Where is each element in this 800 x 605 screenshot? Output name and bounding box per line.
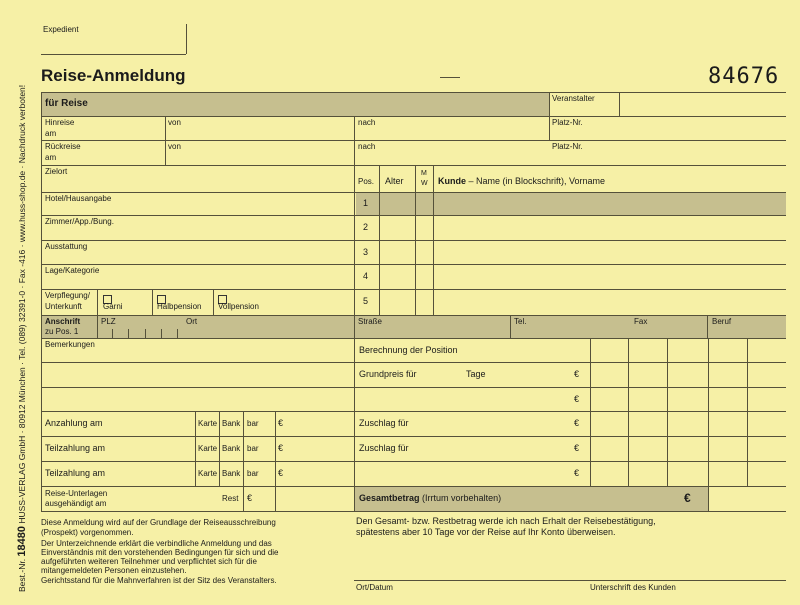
grid-line <box>41 264 786 265</box>
address-header-shade <box>41 315 786 338</box>
grundpreis-label: Grundpreis für <box>359 369 417 379</box>
grid-vline <box>97 289 98 315</box>
conditions-line: aufgeführten weiteren Teilnehmer und verpflichtet sich für die <box>41 557 257 566</box>
grid-vline <box>165 116 166 165</box>
tel-label: Tel. <box>514 317 527 326</box>
karte-label: Karte <box>198 419 218 428</box>
grid-vline <box>195 411 196 486</box>
rueckreise-label: Rückreise <box>45 142 81 151</box>
rueckreise-am-label: am <box>45 153 57 162</box>
zielort-label: Zielort <box>45 167 68 176</box>
grid-line <box>41 387 786 388</box>
conditions-line: Der Unterzeichnende erklärt die verbindliche Anmeldung und das <box>41 539 272 548</box>
pos-number: 5 <box>363 296 369 306</box>
fax-label: Fax <box>634 317 648 326</box>
pos1-shade <box>356 192 786 215</box>
bank-label: Bank <box>222 444 241 453</box>
zu-pos-label: zu Pos. 1 <box>45 327 79 336</box>
fuer-reise-bar <box>41 92 549 116</box>
grid-vline <box>243 411 244 486</box>
expedient-line <box>41 54 186 55</box>
grid-vline <box>97 315 98 338</box>
kunde-header: Kunde – Name (in Blockschrift), Vorname <box>438 176 606 186</box>
grid-line <box>41 92 786 93</box>
grid-vline <box>747 338 748 486</box>
rueckreise-platz-label: Platz-Nr. <box>552 142 583 151</box>
form-number: 84676 <box>708 64 780 89</box>
grid-vline <box>708 338 709 511</box>
grid-line <box>41 362 786 363</box>
gesamtbetrag-label: Gesamtbetrag (Irrtum vorbehalten) <box>359 493 502 503</box>
euro-sign: € <box>574 369 580 379</box>
karte-label: Karte <box>198 469 218 478</box>
grid-vline <box>275 411 276 511</box>
grid-line <box>41 338 786 339</box>
grid-vline <box>354 165 355 315</box>
karte-label: Karte <box>198 444 218 453</box>
hinreise-nach-label: nach <box>358 118 376 127</box>
mw-m: M <box>421 170 427 177</box>
conditions-line: mitangemeldeten Personen einzustehen. <box>41 566 187 575</box>
hinreise-label: Hinreise <box>45 118 75 127</box>
ort-datum-label: Ort/Datum <box>356 583 393 592</box>
veranstalter-label: Veranstalter <box>552 94 595 103</box>
vollpension-label: Vollpension <box>218 302 259 311</box>
euro-sign: € <box>247 493 253 503</box>
grid-vline <box>590 338 591 486</box>
grid-vline <box>415 165 416 315</box>
conditions-line: Gerichtsstand für die Mahnverfahren ist der Sitz des Veranstalters. <box>41 576 277 585</box>
grid-line <box>41 486 786 487</box>
teilzahlung-label: Teilzahlung am <box>45 468 106 478</box>
zimmer-label: Zimmer/App./Bung. <box>45 217 114 226</box>
lage-label: Lage/Kategorie <box>45 266 100 275</box>
bank-label: Bank <box>222 469 241 478</box>
grid-vline <box>354 116 355 165</box>
tage-label: Tage <box>466 369 486 379</box>
grid-vline <box>219 411 220 486</box>
pos-header: Pos. <box>358 177 375 186</box>
grid-line <box>41 436 786 437</box>
grid-vline <box>510 315 511 338</box>
anschrift-label: Anschrift <box>45 317 81 326</box>
grid-vline <box>379 165 380 315</box>
unterlagen-label-2: ausgehändigt am <box>45 499 107 508</box>
plz-tick <box>161 329 162 338</box>
hinreise-von-label: von <box>168 118 181 127</box>
euro-sign: € <box>278 468 284 478</box>
hinreise-platz-label: Platz-Nr. <box>552 118 583 127</box>
euro-sign: € <box>574 443 580 453</box>
grid-vline <box>354 338 355 511</box>
grid-line <box>41 461 786 462</box>
grid-vline <box>433 165 434 315</box>
hotel-label: Hotel/Hausangabe <box>45 194 112 203</box>
bar-label: bar <box>247 419 259 428</box>
conditions-line: Einverständnis mit den vorstehenden Bedingungen für sich und die <box>41 548 279 557</box>
bar-label: bar <box>247 444 259 453</box>
publisher-side-text: Best.-Nr. 18480 HUSS-VERLAG GmbH · 80912 München · Tel. (089) 32391-0 · Fax -416 · www.huss-shop.de · Nachdruck verboten! <box>16 84 28 592</box>
grid-line <box>41 315 786 316</box>
euro-sign: € <box>574 468 580 478</box>
euro-sign: € <box>574 394 580 404</box>
fuer-reise-label: für Reise <box>45 98 88 109</box>
mw-w: W <box>421 180 428 187</box>
garni-label: Garni <box>103 302 123 311</box>
grid-vline <box>152 289 153 315</box>
grid-vline <box>213 289 214 315</box>
grid-line <box>41 215 786 216</box>
pos-number: 4 <box>363 271 369 281</box>
ort-datum-line <box>354 580 786 581</box>
grid-line <box>41 140 786 141</box>
expedient-vline <box>186 24 187 54</box>
plz-label: PLZ <box>101 317 116 326</box>
alter-header: Alter <box>385 176 404 186</box>
grid-line <box>41 192 786 193</box>
grid-vline <box>619 92 620 116</box>
teilzahlung-label: Teilzahlung am <box>45 443 106 453</box>
verpflegung-label: Verpflegung/ <box>45 291 90 300</box>
beruf-label: Beruf <box>712 317 732 326</box>
bar-label: bar <box>247 469 259 478</box>
unterschrift-label: Unterschrift des Kunden <box>590 583 676 592</box>
ort-label: Ort <box>186 317 198 326</box>
strasse-label: Straße <box>358 317 383 326</box>
plz-tick <box>128 329 129 338</box>
grid-line <box>41 511 786 512</box>
unterlagen-label: Reise-Unterlagen <box>45 489 108 498</box>
rest-label: Rest <box>222 494 239 503</box>
conditions-line: (Prospekt) vorgenommen. <box>41 528 134 537</box>
plz-tick <box>177 329 178 338</box>
grid-line <box>41 165 786 166</box>
bemerkungen-label: Bemerkungen <box>45 340 95 349</box>
zuschlag-label: Zuschlag für <box>359 443 409 453</box>
halbpension-label: Halbpension <box>157 302 202 311</box>
grid-line <box>41 240 786 241</box>
euro-sign: € <box>574 418 580 428</box>
euro-sign: € <box>278 418 284 428</box>
left-border <box>41 92 42 511</box>
rest-note-line2: spätestens aber 10 Tage vor der Reise auf Ihr Konto überweisen. <box>356 527 616 537</box>
pos-number: 3 <box>363 247 369 257</box>
pos-number: 2 <box>363 222 369 232</box>
grid-vline <box>549 92 550 140</box>
rueckreise-von-label: von <box>168 142 181 151</box>
anzahlung-label: Anzahlung am <box>45 418 103 428</box>
pos-number: 1 <box>363 198 369 208</box>
ausstattung-label: Ausstattung <box>45 242 88 251</box>
expedient-label: Expedient <box>43 25 79 34</box>
euro-sign: € <box>278 443 284 453</box>
unterkunft-label: Unterkunft <box>45 302 82 311</box>
plz-tick <box>145 329 146 338</box>
grid-line <box>41 116 786 117</box>
plz-tick <box>112 329 113 338</box>
hinreise-am-label: am <box>45 129 57 138</box>
title-dash <box>440 77 460 78</box>
zuschlag-label: Zuschlag für <box>359 418 409 428</box>
gesamt-euro-sign: € <box>684 491 691 505</box>
bank-label: Bank <box>222 419 241 428</box>
rueckreise-nach-label: nach <box>358 142 376 151</box>
grid-line <box>41 411 786 412</box>
grid-vline <box>628 338 629 486</box>
grid-vline <box>667 338 668 486</box>
berechnung-label: Berechnung der Position <box>359 345 458 355</box>
grid-vline <box>707 315 708 338</box>
rest-note-line1: Den Gesamt- bzw. Restbetrag werde ich nach Erhalt der Reisebestätigung, <box>356 516 656 526</box>
grid-vline <box>243 486 244 511</box>
conditions-line: Diese Anmeldung wird auf der Grundlage der Reiseausschreibung <box>41 518 276 527</box>
form-title: Reise-Anmeldung <box>41 66 186 85</box>
grid-vline <box>354 315 355 338</box>
